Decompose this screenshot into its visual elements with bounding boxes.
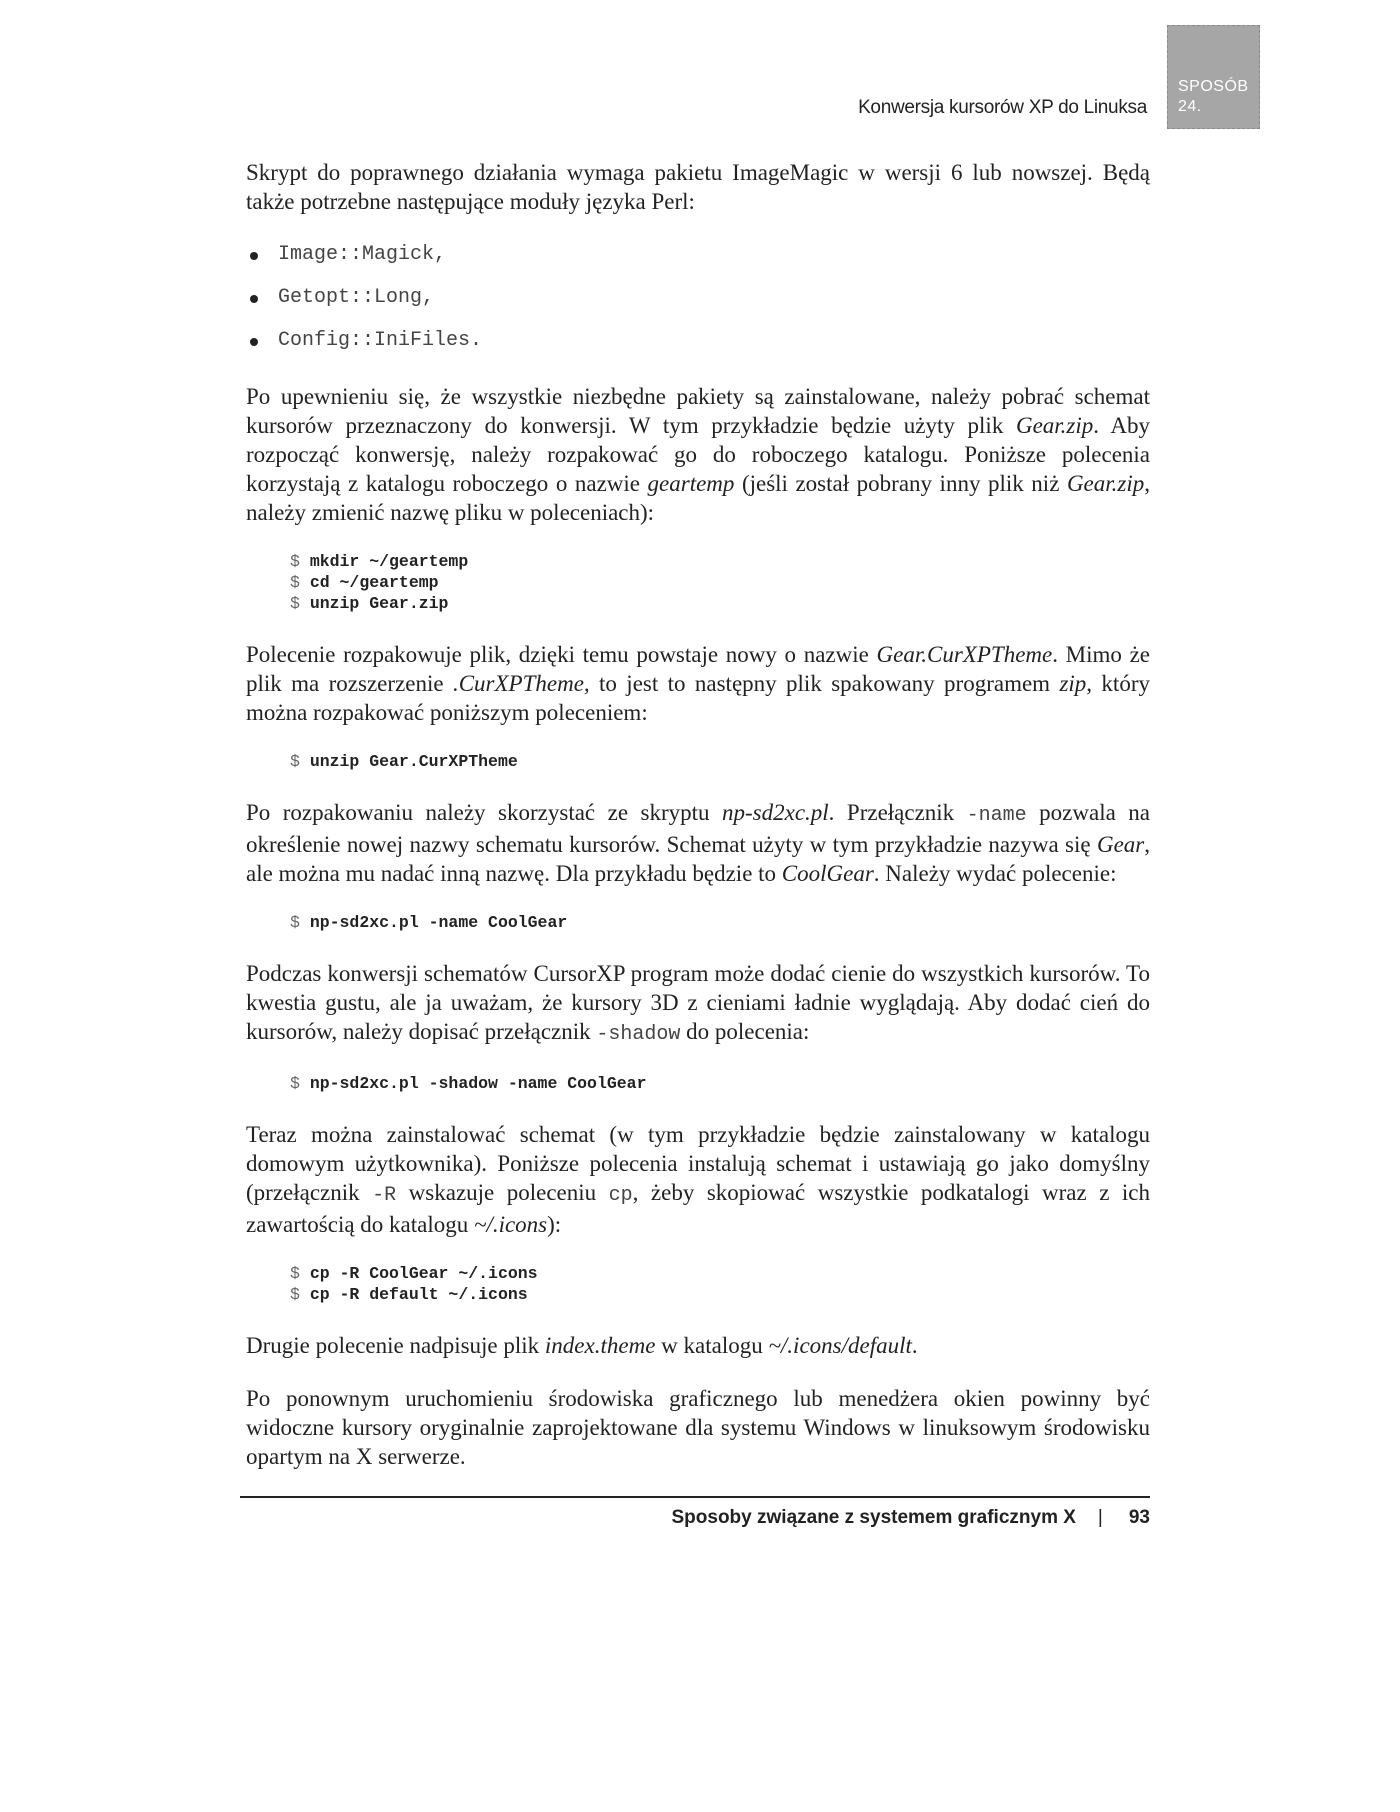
text-run: . <box>911 1333 918 1358</box>
text-run: Drugie polecenie nadpisuje plik <box>246 1333 545 1358</box>
text-run: , należy zmienić nazwę pliku w poleceniach): <box>246 471 1150 525</box>
code-line <box>290 593 1150 614</box>
shell-command: np-sd2xc.pl -shadow -name CoolGear <box>309 1074 647 1093</box>
code-line <box>290 1263 1150 1284</box>
module-name: Config::IniFiles. <box>278 329 483 352</box>
tab-label-text: SPOSÓB <box>1178 78 1249 95</box>
code-line <box>290 912 1150 933</box>
tab-number: 24. <box>1178 98 1202 115</box>
filename: Gear.zip <box>1066 471 1145 496</box>
bullet-icon <box>250 295 258 303</box>
shell-prompt: $ <box>290 1264 300 1283</box>
module-name: Getopt::Long, <box>278 286 435 309</box>
paragraph-shadow <box>246 959 1150 1049</box>
inline-code: cp <box>608 1184 633 1207</box>
code-line <box>290 572 1150 593</box>
shell-command: unzip Gear.zip <box>309 594 449 613</box>
chapter-tab <box>1167 25 1260 129</box>
shell-command: mkdir ~/geartemp <box>309 552 469 571</box>
filename: Gear.CurXPTheme <box>876 642 1053 667</box>
code-line <box>290 551 1150 572</box>
filename: index.theme <box>544 1333 656 1358</box>
extension: .CurXPTheme, <box>452 671 590 696</box>
text-run: . Mimo że plik ma rozszerzenie <box>246 642 1150 696</box>
shell-prompt: $ <box>290 1074 300 1093</box>
paragraph-install <box>246 1120 1150 1239</box>
bullet-icon <box>250 338 258 346</box>
code-line <box>290 1284 1150 1305</box>
paragraph-overwrite <box>246 1331 1150 1360</box>
text-run: do polecenia: <box>680 1019 810 1044</box>
script-name: np-sd2xc.pl <box>722 800 829 825</box>
text-run: , żeby skopiować wszystkie podkatalogi wraz z ich zawartością do katalogu <box>246 1180 1150 1237</box>
paragraph-result: Po ponownym uruchomieniu środowiska graficznego lub menedżera okien powinny być widoczne kursory oryginalnie zaprojektowane dla systemu Windows w linuksowym środowisku opartym na X serwerze. <box>246 1386 1150 1469</box>
code-block-unzip-theme <box>290 751 1150 772</box>
text-run: Teraz można zainstalować schemat (w tym przykładzie będzie zainstalowany w katalogu domowym użytkownika). Poniższe polecenia instalują schemat i ustawiają go jako domyślny (przełącznik <box>246 1122 1150 1205</box>
code-block-unzip <box>290 551 1150 614</box>
text-run: . Aby rozpocząć konwersję, należy rozpakować go do roboczego katalogu. Poniższe polecenia korzystają z katalogu roboczego o nazwie <box>246 413 1150 496</box>
shell-prompt: $ <box>290 752 300 771</box>
footer-separator: | <box>1097 1507 1103 1528</box>
page-number: 93 <box>1128 1507 1150 1528</box>
inline-code: -R <box>372 1184 397 1207</box>
text-run: to jest to następny plik spakowany programem <box>589 671 1060 696</box>
text-run: ): <box>547 1212 562 1237</box>
shell-prompt: $ <box>290 573 300 592</box>
text-run: (jeśli został pobrany inny plik niż <box>734 471 1067 496</box>
text-run: Podczas konwersji schematów CursorXP program może dodać cienie do wszystkich kursorów. To kwestia gustu, ale ja uważam, że kursory 3D z cieniami ładnie wyglądają. Aby dodać cień do kursorów, należy dopisać przełącznik <box>246 961 1150 1044</box>
code-line <box>290 751 1150 772</box>
shell-command: cd ~/geartemp <box>309 573 439 592</box>
list-item <box>246 240 1150 269</box>
paragraph-download <box>246 382 1150 527</box>
footer-rule <box>240 1496 1150 1498</box>
shell-prompt: $ <box>290 594 300 613</box>
code-line <box>290 1073 1150 1094</box>
shell-command: cp -R default ~/.icons <box>309 1285 528 1304</box>
shell-command: unzip Gear.CurXPTheme <box>309 752 518 771</box>
list-item <box>246 326 1150 355</box>
code-block-shadow <box>290 1073 1150 1094</box>
code-block-convert <box>290 912 1150 933</box>
shell-prompt: $ <box>290 1285 300 1304</box>
text-run: wskazuje poleceniu <box>396 1180 609 1205</box>
paragraph-script <box>246 798 1150 888</box>
inline-code: -shadow <box>596 1023 681 1046</box>
text-run: Po rozpakowaniu należy skorzystać ze skryptu <box>246 800 722 825</box>
text-run: . Należy wydać polecenie: <box>873 861 1117 886</box>
inline-code: -name <box>966 804 1027 827</box>
theme-name: CoolGear <box>781 861 874 886</box>
shell-prompt: $ <box>290 913 300 932</box>
page-body <box>246 158 1150 1495</box>
program-name: zip <box>1059 671 1087 696</box>
perl-modules-list <box>246 240 1150 355</box>
dirname: ~/.icons/default <box>768 1333 912 1358</box>
module-name: Image::Magick, <box>278 243 447 266</box>
shell-command: np-sd2xc.pl -name CoolGear <box>309 913 568 932</box>
running-head: Konwersja kursorów XP do Linuksa <box>858 97 1147 118</box>
dirname: geartemp <box>647 471 735 496</box>
theme-name: Gear <box>1096 832 1145 857</box>
code-block-install <box>290 1263 1150 1305</box>
shell-command: cp -R CoolGear ~/.icons <box>309 1264 538 1283</box>
chapter-tab-label <box>1178 77 1249 117</box>
text-run: Po upewnieniu się, że wszystkie niezbędne pakiety są zainstalowane, należy pobrać schemat kursorów przeznaczony do konwersji. W tym przykładzie będzie użyty plik <box>246 384 1150 438</box>
text-run: Polecenie rozpakowuje plik, dzięki temu powstaje nowy o nazwie <box>246 642 877 667</box>
shell-prompt: $ <box>290 552 300 571</box>
text-run: , ale można mu nadać inną nazwę. Dla przykładu będzie to <box>246 832 1150 886</box>
text-run: , który można rozpakować poniższym poleceniem: <box>246 671 1150 725</box>
footer-section-title: Sposoby związane z systemem graficznym X <box>671 1507 1076 1528</box>
bullet-icon <box>250 252 258 260</box>
page-footer <box>672 1507 1151 1529</box>
filename: Gear.zip <box>1015 413 1094 438</box>
paragraph-requirements: Skrypt do poprawnego działania wymaga pakietu ImageMagic w wersji 6 lub nowszej. Będą także potrzebne następujące moduły języka Perl: <box>246 160 1150 214</box>
text-run: . Przełącznik <box>828 800 967 825</box>
paragraph-curxptheme <box>246 640 1150 727</box>
text-run: w katalogu <box>655 1333 769 1358</box>
list-item <box>246 283 1150 312</box>
text-run: pozwala na określenie nowej nazwy schematu kursorów. Schemat użyty w tym przykładzie nazywa się <box>246 800 1150 857</box>
dirname: ~/.icons <box>474 1212 548 1237</box>
